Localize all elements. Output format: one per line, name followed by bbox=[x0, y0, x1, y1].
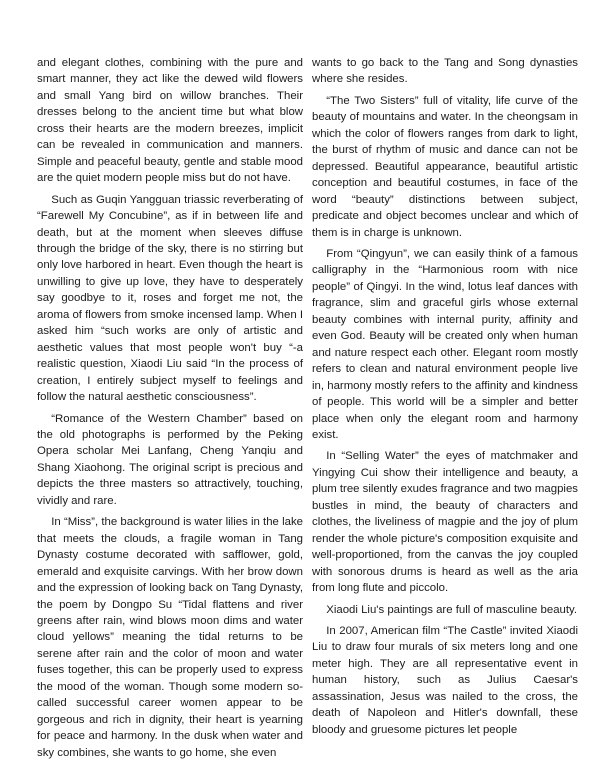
paragraph: Xiaodi Liu's paintings are full of masculine beauty. bbox=[326, 603, 578, 616]
paragraph: and elegant clothes, combining with the pure and smart manner, they act like the dewed wild flowers and small Yang bird on willow branches. Their dresses belong to the ancient time but what blow cross their hearts are the modern breezes, implicit can be revealed in communication and manners. Simple and peaceful beauty, gentle and stable mood are the quiet modern people miss but do not have. bbox=[37, 57, 303, 185]
paragraph: In “Miss”, the background is water lilies in the lake that meets the clouds, a fragile woman in Tang Dynasty costume decorated with safflower, gold, emerald and exquisite carvings. With her brow down and the expression of looking back on Tang Dynasty, the poem by Dongpo Su “Tidal flattens and river greens after rain, wind blows moon dims and water cloud yellows” meaning the tidal returns to be serene after rain and the color of moon and water fuses together, this can be properly used to express the mood of the woman. Though some modern so-called successful career women appear to be gorgeous and rich in dignity, their heart is yearning for peace and harmony. In the dusk when water and sky combines, she wants to go home, she even bbox=[37, 516, 303, 759]
paragraph: In 2007, American film “The Castle” invited Xiaodi Liu to draw four murals of six meters long and one meter high. They are all representative event in human history, such as Julius Caesar's assassination, Jesus was nailed to the cross, the death of Napoleon and Hitler's downfall, these bloody and gruesome pictures let people bbox=[312, 624, 578, 736]
paragraph: In “Selling Water” the eyes of matchmaker and Yingying Cui show their intelligence and beauty, a plum tree silently exudes fragrance and two magpies bustles in mind, the beauty of characters and clothes, the liveliness of magpie and the joy of plum render the whole picture's composition exquisite and well-proportioned, from the canvas the joy coupled with sonorous drums is heard as well as the aria from long flute and piccolo. bbox=[312, 450, 578, 595]
paragraph: “Romance of the Western Chamber” based on the old photographs is performed by the Peking Opera scholar Mei Lanfang, Cheng Yanqiu and Shang Xiaohong. The original script is precious and depicts the three masters so attractively, touching, vividly and rare. bbox=[37, 412, 303, 507]
right-column bbox=[312, 55, 578, 743]
paragraph: “The Two Sisters” full of vitality, life curve of the beauty of mountains and water. In the cheongsam in which the color of flowers ranges from dark to light, the burst of rhythm of music and dance can not be depressed. Beautiful appearance, beautiful artistic conception and beautiful costumes, in face of the word “beauty” distinctions between subject, predicate and object becomes unclear and which of them is in charge is unknown. bbox=[312, 94, 578, 239]
paragraph: wants to go back to the Tang and Song dynasties where she resides. bbox=[312, 57, 578, 86]
paragraph: Such as Guqin Yangguan triassic reverberating of “Farewell My Concubine”, as if in between life and death, but at the moment when sleeves diffuse through the bridge of the sky, there is no stirring but only love harbored in heart. Even though the heart is unwilling to give up love, they have to desperately say goodbye to it, roses and forget me not, the aroma of flowers from smoke incensed lamp. When I asked him “such works are only of artistic and aesthetic values that most people won't buy “-a realistic question, Xiaodi Liu said “In the process of creation, I entirely subject myself to feelings and follow the natural aesthetic consciousness”. bbox=[37, 193, 303, 404]
paragraph: From “Qingyun”, we can easily think of a famous calligraphy in the “Harmonious room with nice people” of Qingyi. In the wind, lotus leaf dances with fragrance, slim and graceful girls whose external beauty combines with internal purity, affinity and even God. Beauty will be created only when human and nature respect each other. Elegant room mostly refers to clean and natural environment people live in, harmony mostly refers to the affinity and kindness of people. This world will be a simpler and better place when only the elegant room and harmony exist. bbox=[312, 247, 578, 441]
left-column bbox=[37, 55, 303, 766]
